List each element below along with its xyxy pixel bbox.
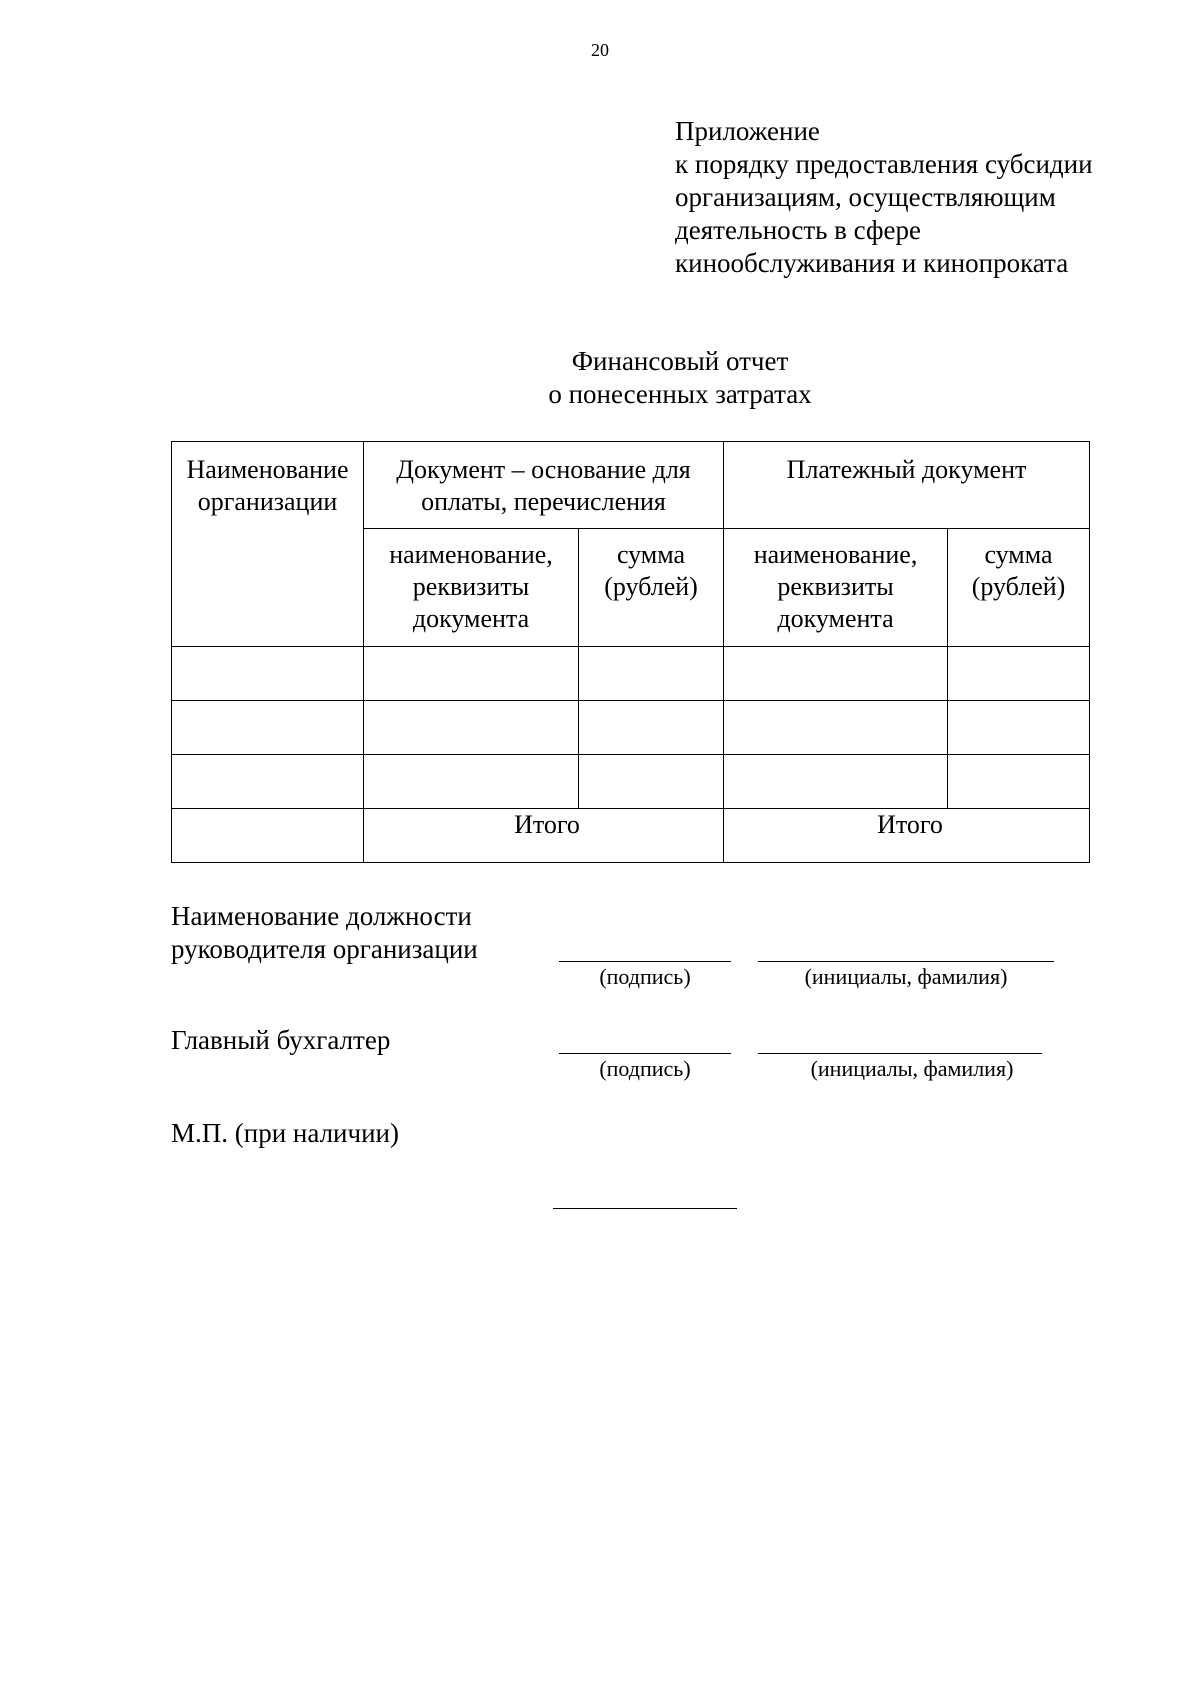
table-cell <box>364 755 579 809</box>
head-name-line <box>758 961 1054 962</box>
accountant-name-line <box>758 1053 1042 1054</box>
header-payment-sum-text: сумма (рублей) <box>971 540 1066 601</box>
head-signature-line <box>559 961 731 962</box>
head-position-line-2: руководителя организации <box>171 934 478 964</box>
table-cell <box>172 701 364 755</box>
title-line-1: Финансовый отчет <box>571 346 789 376</box>
table-cell <box>948 647 1090 701</box>
table-cell <box>948 701 1090 755</box>
accountant-name-caption: (инициалы, фамилия) <box>810 1056 1014 1081</box>
accountant-signature-caption: (подпись) <box>599 1056 691 1081</box>
header-organization <box>172 442 364 647</box>
head-position-line-1: Наименование должности <box>171 901 472 931</box>
header-payment-name-text: наименование, реквизиты документа <box>753 540 918 633</box>
accountant-signature-line <box>559 1053 731 1054</box>
header-basis-name-text: наименование, реквизиты документа <box>389 540 553 633</box>
chief-accountant-label: Главный бухгалтер <box>171 1025 391 1055</box>
header-payment-sum <box>948 529 1090 647</box>
page-number: 20 <box>591 40 609 60</box>
end-separator-line <box>553 1208 737 1209</box>
table-cell <box>172 647 364 701</box>
table-cell <box>172 755 364 809</box>
table-row <box>172 647 1090 701</box>
header-payment-document <box>724 442 1090 529</box>
total-payment-cell <box>724 809 1090 863</box>
total-basis-label: Итого <box>514 810 580 839</box>
header-row-1 <box>172 442 1090 529</box>
table-row <box>172 701 1090 755</box>
appendix-line-2: к порядку предоставления субсидии <box>675 149 1093 179</box>
table-cell <box>579 755 724 809</box>
table-cell <box>948 755 1090 809</box>
appendix-line-4: деятельность в сфере <box>675 215 921 245</box>
total-basis-cell <box>364 809 724 863</box>
table-cell <box>579 701 724 755</box>
total-row <box>172 809 1090 863</box>
table-cell <box>579 647 724 701</box>
header-basis-document-text: Документ – основание для оплаты, перечисления <box>396 455 691 516</box>
header-payment-document-text: Платежный документ <box>786 455 1027 484</box>
head-signature-caption: (подпись) <box>599 964 691 989</box>
total-payment-label: Итого <box>877 810 943 839</box>
header-payment-name <box>724 529 948 647</box>
table-cell <box>724 701 948 755</box>
head-name-caption: (инициалы, фамилия) <box>804 964 1008 989</box>
header-basis-document <box>364 442 724 529</box>
table-cell <box>364 701 579 755</box>
table-cell <box>172 809 364 863</box>
appendix-note <box>675 115 1093 280</box>
appendix-line-5: кинообслуживания и кинопроката <box>675 248 1069 278</box>
table-row <box>172 755 1090 809</box>
appendix-line-3: организациям, осуществляющим <box>675 182 1056 212</box>
head-position-label <box>171 900 478 966</box>
header-basis-sum-text: сумма (рублей) <box>604 540 698 601</box>
header-basis-name <box>364 529 579 647</box>
document-title <box>400 345 960 411</box>
stamp-label: М.П. (при наличии) <box>171 1118 399 1148</box>
appendix-line-1: Приложение <box>675 116 820 146</box>
table-cell <box>724 647 948 701</box>
title-line-2: о понесенных затратах <box>548 379 812 409</box>
table-cell <box>724 755 948 809</box>
header-basis-sum <box>579 529 724 647</box>
header-organization-text: Наименование организации <box>186 455 349 516</box>
table-cell <box>364 647 579 701</box>
financial-report-table <box>171 441 1090 863</box>
